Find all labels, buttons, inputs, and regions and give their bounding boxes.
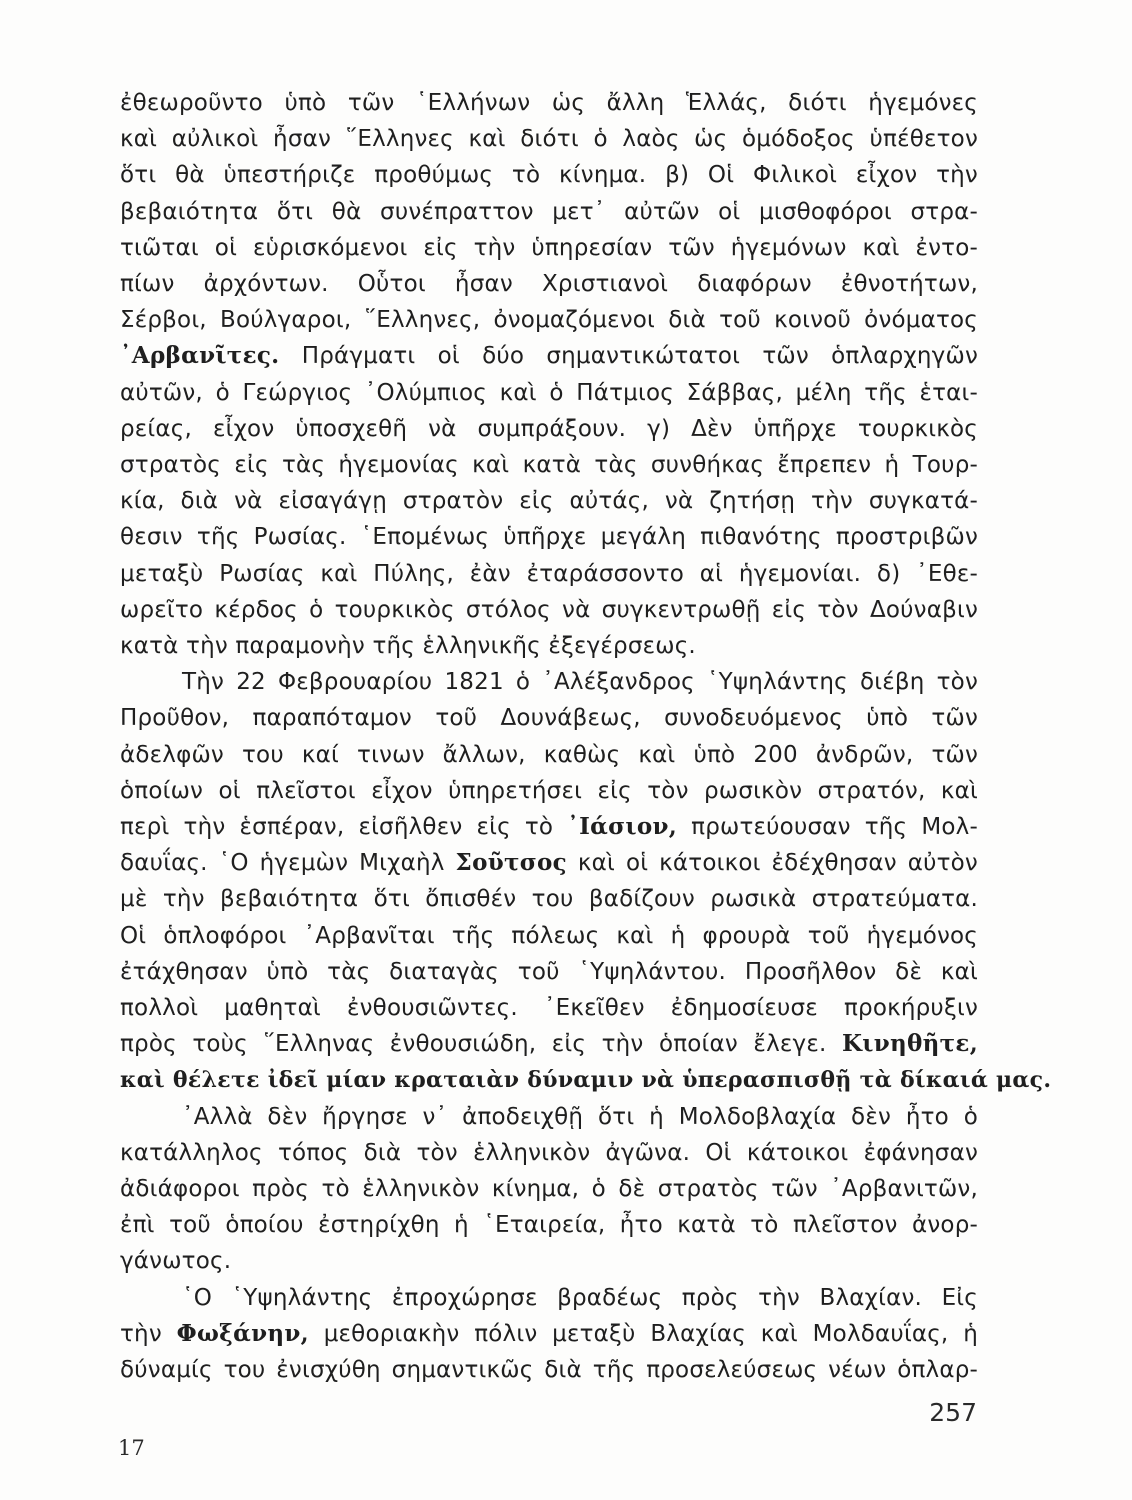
bold-term: ᾽Ιάσιον, xyxy=(567,813,678,840)
text-run: Οἱ ὁπλοφόροι ᾽Αρβανῖται τῆς πόλεως καὶ ἡ φρουρὰ τοῦ ἡγεμόνος xyxy=(120,922,978,949)
text-line xyxy=(120,482,978,520)
text-run: Τὴν 22 Φεβρουαρίου 1821 ὁ ᾽Αλέξανδρος ῾Υψηλάντης διέβη τὸν xyxy=(182,669,978,696)
text-line xyxy=(120,1025,978,1063)
text-line xyxy=(120,301,978,339)
text-run: πρωτεύουσαν τῆς Μολ- xyxy=(677,814,978,840)
text-run: Προῦθον, παραπόταμον τοῦ Δουνάβεως, συνοδευόμενος ὑπὸ τῶν xyxy=(120,705,978,732)
text-run: πολλοὶ μαθηταὶ ἐνθουσιῶντες. ᾽Εκεῖθεν ἐδημοσίευσε προκήρυξιν xyxy=(120,995,978,1021)
text-run: τὴν xyxy=(120,1320,177,1347)
bold-term: Κινηθῆτε, xyxy=(841,1030,978,1058)
text-run: ἐπὶ τοῦ ὁποίου ἐστηρίχθη ἡ ῾Εταιρεία, ἦτο κατὰ τὸ πλεῖστον ἀνορ- xyxy=(120,1212,978,1239)
text-run: αὐτῶν, ὁ Γεώργιος ᾽Ολύμπιος καὶ ὁ Πάτμιος Σάββας, μέλη τῆς ἑται- xyxy=(120,379,978,406)
text-line xyxy=(120,446,978,484)
text-run: κία, διὰ νὰ εἰσαγάγῃ στρατὸν εἰς αὐτάς, νὰ ζητήσῃ τὴν συγκατά- xyxy=(120,488,978,515)
text-run: ωρεῖτο κέρδος ὁ τουρκικὸς στόλος νὰ συγκεντρωθῇ εἰς τὸν Δούναβιν xyxy=(120,596,978,623)
text-run: ἀδιάφοροι πρὸς τὸ ἑλληνικὸν κίνημα, ὁ δὲ στρατὸς τῶν ᾽Αρβανιτῶν, xyxy=(120,1176,978,1202)
text-run: καὶ αὐλικοὶ ἦσαν ῞Ελληνες καὶ διότι ὁ λαὸς ὡς ὁμόδοξος ὑπέθετον xyxy=(120,126,978,153)
text-line xyxy=(120,229,978,267)
text-run: ἐτάχθησαν ὑπὸ τὰς διαταγὰς τοῦ ῾Υψηλάντου. Προσῆλθον δὲ καὶ xyxy=(120,958,978,985)
text-line xyxy=(120,120,978,158)
text-run: πρὸς τοὺς ῞Ελληνας ἐνθουσιώδη, εἰς τὴν ὁποίαν ἔλεγε. xyxy=(120,1031,842,1058)
text-line xyxy=(120,917,978,955)
text-run: στρατὸς εἰς τὰς ἡγεμονίας καὶ κατὰ τὰς συνθήκας ἔπρεπεν ἡ Τουρ- xyxy=(120,452,978,478)
text-line xyxy=(120,337,978,375)
text-line xyxy=(120,699,978,737)
page-number: 257 xyxy=(929,1398,977,1427)
text-run: ἐθεωροῦντο ὑπὸ τῶν ῾Ελλήνων ὡς ἄλλη Ἑλλάς, διότι ἡγεμόνες xyxy=(120,90,978,116)
text-line xyxy=(120,156,978,194)
text-run: μὲ τὴν βεβαιότητα ὅτι ὄπισθέν του βαδίζουν ρωσικὰ στρατεύματα. xyxy=(120,886,978,913)
text-line xyxy=(120,808,978,846)
text-line xyxy=(120,736,978,774)
text-run: πίων ἀρχόντων. Οὗτοι ἦσαν Χριστιανοὶ διαφόρων ἐθνοτήτων, xyxy=(120,271,978,297)
text-line xyxy=(120,591,978,629)
text-line xyxy=(120,1134,978,1172)
signature-mark: 17 xyxy=(118,1436,145,1460)
text-run: γάνωτος. xyxy=(120,1248,232,1275)
text-run: Σέρβοι, Βούλγαροι, ῞Ελληνες, ὀνομαζόμενοι διὰ τοῦ κοινοῦ ὀνόματος xyxy=(120,307,978,334)
text-run: κατάλληλος τόπος διὰ τὸν ἑλληνικὸν ἀγῶνα. Οἱ κάτοικοι ἐφάνησαν xyxy=(120,1139,978,1166)
text-run: Πράγματι οἱ δύο σημαντικώτατοι τῶν ὁπλαρχηγῶν xyxy=(279,343,978,370)
text-line xyxy=(120,374,978,412)
text-run: ὁποίων οἱ πλεῖστοι εἶχον ὑπηρετήσει εἰς τὸν ρωσικὸν στρατόν, καὶ xyxy=(120,777,978,804)
text-line xyxy=(120,1170,978,1208)
bold-term: καὶ θέλετε ἰδεῖ μίαν κραταιὰν δύναμιν νὰ ὑπερασπισθῇ τὰ δίκαιά μας. xyxy=(120,1067,1052,1094)
bold-term: ᾽Αρβανῖτες. xyxy=(120,342,280,370)
bold-term: Φωξάνην, xyxy=(176,1319,309,1347)
bold-term: Σοῦτσος xyxy=(455,849,567,877)
text-run: βεβαιότητα ὅτι θὰ συνέπραττον μετ᾽ αὐτῶν οἱ μισθοφόροι στρα- xyxy=(120,198,978,225)
text-line xyxy=(120,1315,978,1353)
text-run: ᾽Αλλὰ δὲν ἤργησε ν᾽ ἀποδειχθῇ ὅτι ἡ Μολδοβλαχία δὲν ἦτο ὁ xyxy=(182,1103,978,1130)
text-run: ῾Ο ῾Υψηλάντης ἐπροχώρησε βραδέως πρὸς τὴν Βλαχίαν. Εἰς xyxy=(182,1284,978,1311)
text-line xyxy=(120,844,978,882)
text-line xyxy=(120,84,978,122)
text-run: μεταξὺ Ρωσίας καὶ Πύλης, ἐὰν ἐταράσσοντο αἱ ἡγεμονίαι. δ) ᾽Εθε- xyxy=(120,560,978,587)
text-line xyxy=(120,410,978,448)
text-run: δύναμίς του ἐνισχύθη σημαντικῶς διὰ τῆς προσελεύσεως νέων ὁπλαρ- xyxy=(120,1357,978,1383)
text-line xyxy=(182,663,978,701)
text-line xyxy=(120,1206,978,1244)
text-line xyxy=(120,989,978,1027)
text-line xyxy=(120,772,978,810)
text-run: ὅτι θὰ ὑπεστήριζε προθύμως τὸ κίνημα. β) Οἱ Φιλικοὶ εἶχον τὴν xyxy=(120,162,978,189)
text-line xyxy=(120,1242,978,1280)
text-line xyxy=(120,518,978,556)
text-run: μεθοριακὴν πόλιν μεταξὺ Βλαχίας καὶ Μολδαυΐας, ἡ xyxy=(308,1320,978,1347)
text-line xyxy=(120,1061,1052,1099)
text-run: θεσιν τῆς Ρωσίας. ῾Επομένως ὑπῆρχε μεγάλη πιθανότης προστριβῶν xyxy=(120,524,978,551)
text-run: δαυΐας. ῾Ο ἡγεμὼν Μιχαὴλ xyxy=(120,850,456,877)
text-run: κατὰ τὴν παραμονὴν τῆς ἑλληνικῆς ἐξεγέρσεως. xyxy=(120,633,696,659)
text-run: ρείας, εἶχον ὑποσχεθῆ νὰ συμπράξουν. γ) Δὲν ὑπῆρχε τουρκικὸς xyxy=(120,415,978,442)
text-line xyxy=(120,880,978,918)
text-run: ἀδελφῶν του καί τινων ἄλλων, καθὼς καὶ ὑπὸ 200 ἀνδρῶν, τῶν xyxy=(120,741,978,768)
text-run: περὶ τὴν ἑσπέραν, εἰσῆλθεν εἰς τὸ xyxy=(120,814,568,840)
text-line xyxy=(182,1279,978,1317)
text-line xyxy=(120,1351,978,1389)
text-run: τιῶται οἱ εὑρισκόμενοι εἰς τὴν ὑπηρεσίαν τῶν ἡγεμόνων καὶ ἐντο- xyxy=(120,234,978,261)
text-line xyxy=(120,193,978,231)
text-line xyxy=(120,265,978,303)
text-run: καὶ οἱ κάτοικοι ἐδέχθησαν αὐτὸν xyxy=(566,850,978,877)
text-line xyxy=(120,627,978,665)
text-line xyxy=(120,555,978,593)
text-line xyxy=(120,953,978,991)
text-line xyxy=(182,1098,978,1136)
